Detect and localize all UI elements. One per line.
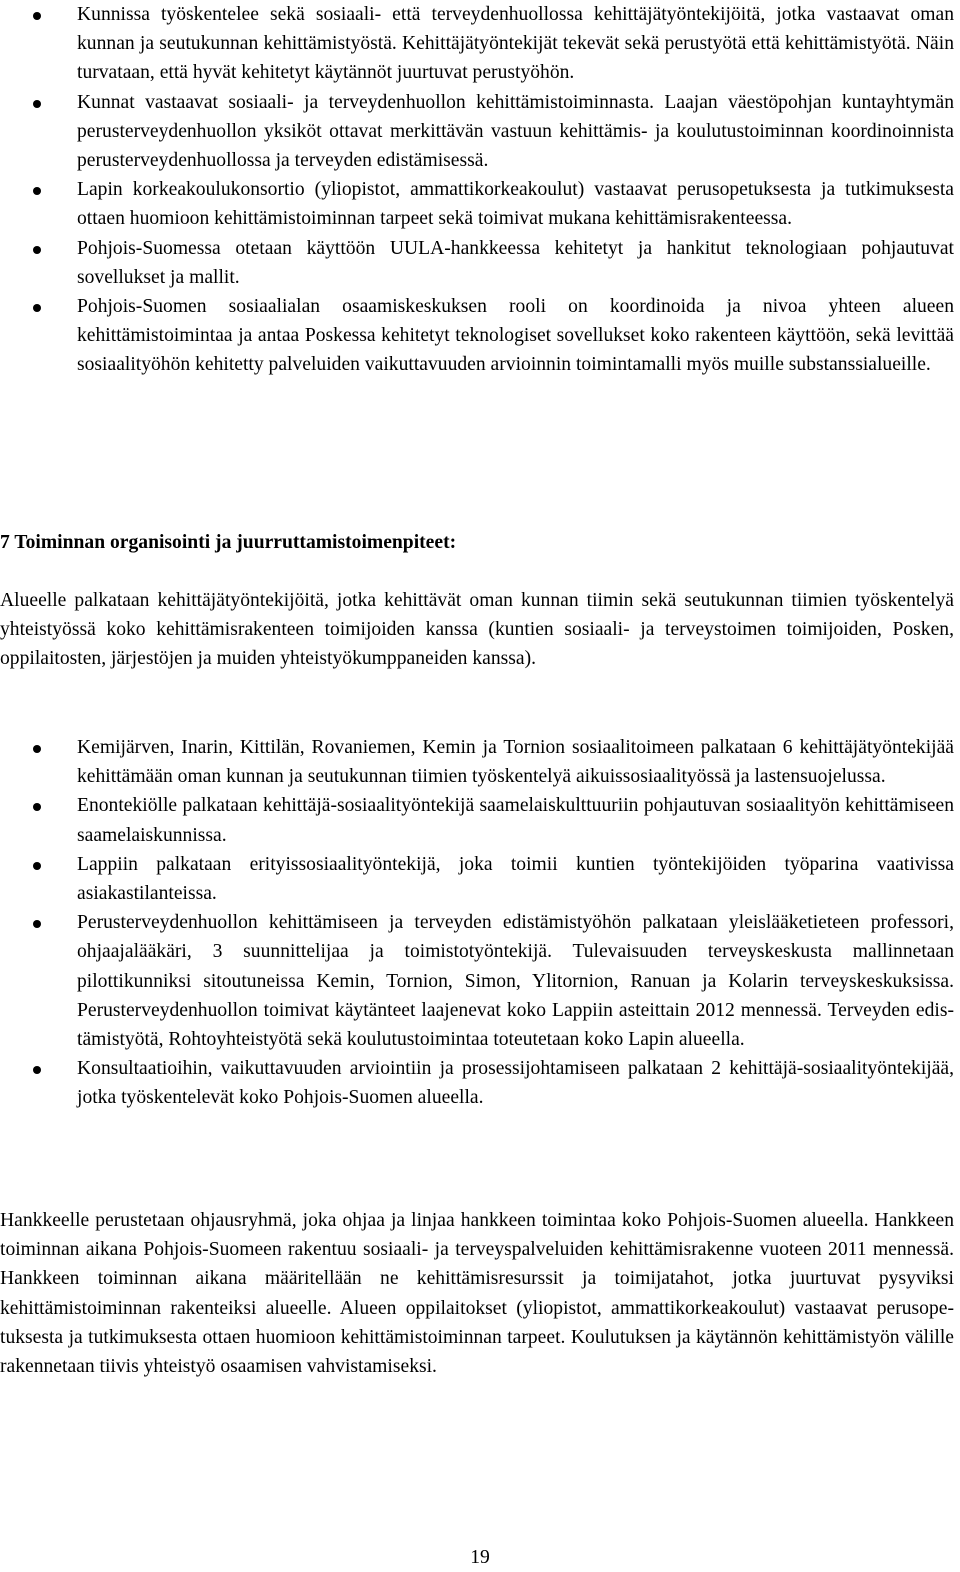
list-item-text: Pohjois-Suomen sosiaalialan osaamiskeskuksen rooli on koordinoida ja nivoa yhteen alueen kehittämistoimintaa ja antaa Poskessa kehitetyt teknologiset sovellukset koko rakenteen käyttöön, sekä levittää sosiaalityöhön kehitetty palveluiden vaikuttavuuden arvioinnin toimintamalli myös muille substanssialueille. [77,296,954,376]
body-paragraph-2: Hankkeelle perustetaan ohjausryhmä, joka ohjaa ja linjaa hankkeen toimintaa koko Pohjois-Suomen alueella. Hankkeen toiminnan aikana Pohjois-Suomeen rakentuu sosiaali- ja terveyspalveluiden kehittämisrakenne vuoteen 2011 mennessä. Hankkeen toiminnan aikana määritellään ne kehittämisresurssit ja toimijatahot, jotka juurtuvat pysyviksi kehittämistoiminnan rakenteiksi alueelle. Alueen oppilaitokset (yliopistot, ammattikorkeakoulut) vastaavat perusopetuksesta ja tutkimuksesta ottaen huomioon kehittämistoiminnan tarpeet. Koulutuksen ja käytännön kehittämistyön välille rakennetaan tiivis yhteistyö osaamisen vahvistamiseksi. [0,1210,954,1378]
bullet-icon [33,304,41,312]
list-item-text: Kunnat vastaavat sosiaali- ja terveydenhuollon kehittämistoiminnasta. Laajan väestöpohjan kuntayhtymän perusterveydenhuollon yksiköt ottavat merkittävän vastuun kehittämis- ja koulutustoiminnan koordinoinnista perusterveydenhuollossa ja terveyden edistämisessä. [77,91,954,172]
bullet-icon [33,1066,41,1074]
list-item-text: Perusterveydenhuollon kehittämiseen ja terveyden edistämistyöhön palkataan yleislääketieteen professori, ohjaajalääkäri, 3 suunnittelijaa ja toimistotyöntekijä. Tulevaisuuden terveyskeskusta mallinnetaan pilottikunniksi sitoutuneissa Kemin, Tornion, Simon, Ylitornion, Ranuan ja Kolarin terveyskeskuksissa. Perusterveydenhuollon toimivat käytänteet laajenevat koko Lappiin asteittain 2012 mennessä. Terveyden edistämistyötä, Rohtoyhteistyötä sekä koulutustoimintaa toteutetaan koko Lapin alueella. [77,912,954,1051]
list-item-text: Konsultaatioihin, vaikuttavuuden arviointiin ja prosessijohtamiseen palkataan 2 kehittäjä-sosiaalityöntekijää, jotka työskentelevät koko Pohjois-Suomen alueella. [77,1058,954,1109]
bullet-list-top [0,0,954,380]
list-item [0,0,954,88]
list-item [0,88,954,176]
list-item-text: Pohjois-Suomessa otetaan käyttöön UULA-hankkeessa kehitetyt ja hankitut teknologiaan pohjautuvat sovellukset ja mallit. [77,237,954,288]
list-item [0,234,954,292]
list-item-text: Lapin korkeakoulukonsortio (yliopistot, ammattikorkeakoulut) vastaavat perusopetuksesta ja tutkimuksesta ottaen huomioon kehittämistoiminnan tarpeet sekä toimivat mukana kehittämisrakenteessa. [77,179,954,230]
bullet-icon [33,187,41,195]
list-item [0,292,954,380]
body-paragraph-1: Alueelle palkataan kehittäjätyöntekijöitä, jotka kehittävät oman kunnan tiimin sekä seutukunnan tiimien työskentelyä yhteistyössä koko kehittämisrakenteen toimijoiden kanssa (kuntien sosiaali- ja terveystoimen toimijoiden, Posken, oppilaitosten, järjestöjen ja muiden yhteistyökumppaneiden kanssa). [0,590,954,670]
list-item [0,733,954,791]
bullet-icon [33,246,41,254]
bullet-icon [33,745,41,753]
bullet-icon [33,803,41,811]
list-item-text: Lappiin palkataan erityissosiaalityöntekijä, joka toimii kuntien työntekijöiden työparina vaativissa asiakastilanteissa. [77,853,954,905]
list-item [0,908,954,1054]
page-number: 19 [470,1547,490,1568]
section-heading: 7 Toiminnan organisointi ja juurruttamistoimenpiteet: [0,532,457,553]
list-item-text: Enontekiölle palkataan kehittäjä-sosiaalityöntekijä saamelaiskulttuuriin pohjautuvan sosiaalityön kehittämiseen saamelaiskunnissa. [77,795,954,846]
bullet-icon [33,862,41,870]
list-item [0,1054,954,1112]
list-item [0,791,954,849]
list-item [0,850,954,908]
bullet-list-bottom [0,733,954,1113]
bullet-icon [33,12,41,20]
list-item [0,175,954,233]
list-item-text: Kunnissa työskentelee sekä sosiaali- että terveydenhuollossa kehittäjätyöntekijöitä, jotka vastaavat oman kunnan ja seutukunnan kehittämistyöstä. Kehittäjätyöntekijät tekevät sekä perustyötä että kehittämistyötä. Näin turvataan, että hyvät kehitetyt käytännöt juurtuvat perustyöhön. [77,4,954,84]
bullet-icon [33,920,41,928]
list-item-text: Kemijärven, Inarin, Kittilän, Rovaniemen, Kemin ja Tornion sosiaalitoimeen palkataan 6 kehittäjätyöntekijää kehittämään oman kunnan ja seutukunnan tiimien työskentelyä aikuissosiaalityössä ja lastensuojelussa. [77,737,954,788]
bullet-icon [33,100,41,108]
